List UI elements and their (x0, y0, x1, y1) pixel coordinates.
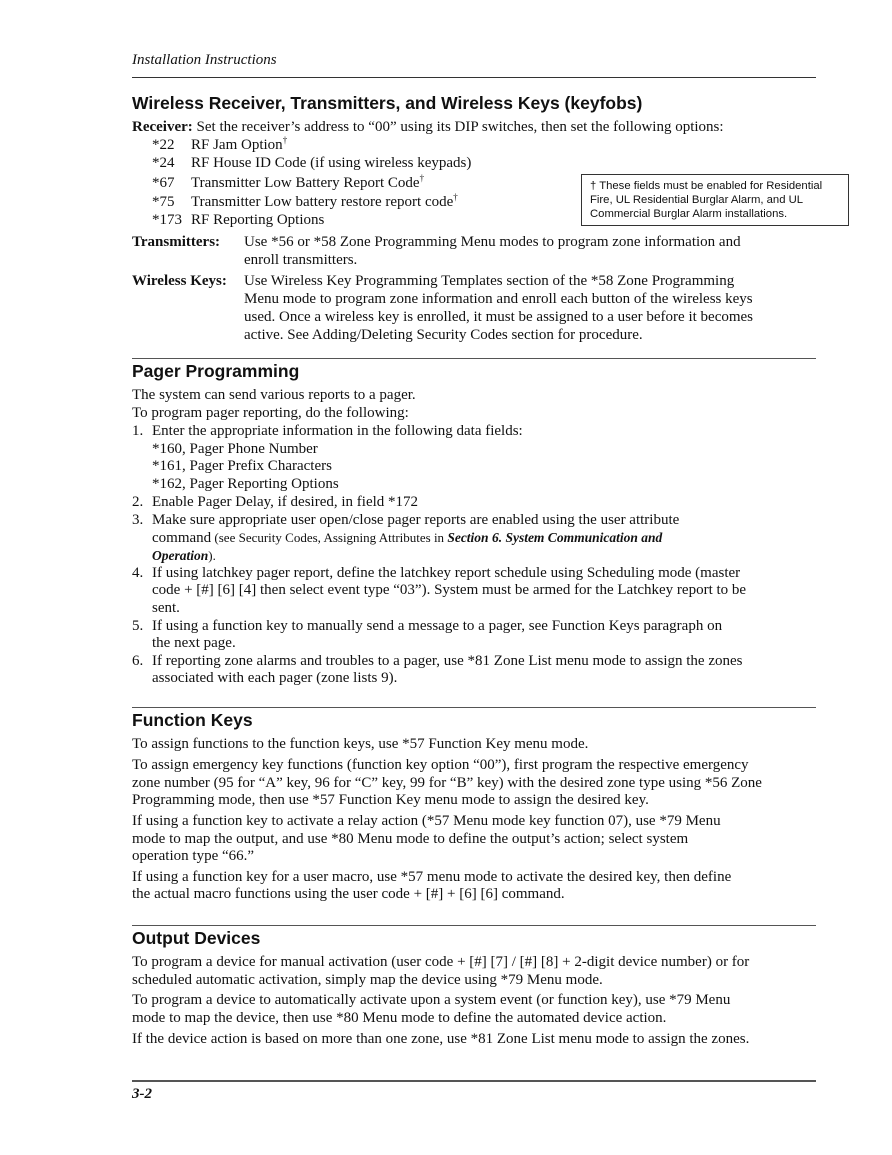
pager-intro: The system can send various reports to a pager. (132, 387, 416, 403)
paragraph-line: mode to map the device, then use *80 Menu mode to define the automated device action. (132, 1010, 667, 1026)
option-text: RF House ID Code (if using wireless keypads) (191, 155, 472, 171)
option-code: *24 (152, 155, 175, 171)
paragraph-line: the actual macro functions using the user code + [#] + [6] [6] command. (132, 886, 565, 902)
wireless-keys-line: used. Once a wireless key is enrolled, it must be assigned to a user before it becomes (244, 309, 754, 325)
receiver-paragraph (132, 119, 724, 137)
paragraph-line: To assign functions to the function keys, use *57 Function Key menu mode. (132, 736, 589, 752)
paragraph-line: To program a device for manual activation (user code + [#] [7] / [#] [8] + 2-digit device number) or for (132, 954, 750, 970)
step-field: *160, Pager Phone Number (152, 441, 318, 457)
running-head: Installation Instructions (132, 52, 277, 68)
transmitters-line: enroll transmitters. (244, 252, 358, 268)
step-text: If reporting zone alarms and troubles to a pager, use *81 Zone List menu mode to assign the zones (152, 653, 743, 669)
transmitters-line: Use *56 or *58 Zone Programming Menu modes to program zone information and (244, 234, 741, 250)
footer-rule (132, 1080, 816, 1082)
pager-intro: To program pager reporting, do the following: (132, 405, 409, 421)
paragraph-line: mode to map the output, and use *80 Menu mode to define the output’s action; select system (132, 831, 689, 847)
step-number: 3. (132, 512, 144, 528)
section-rule (132, 925, 816, 926)
paragraph-line: To program a device to automatically activate upon a system event (or function key), use *79 Menu (132, 992, 731, 1008)
section-heading-function-keys: Function Keys (132, 710, 253, 730)
step-number: 1. (132, 423, 144, 439)
step-field: *162, Pager Reporting Options (152, 476, 339, 492)
option-code: *173 (152, 212, 182, 228)
wireless-keys-line: active. See Adding/Deleting Security Codes section for procedure. (244, 327, 643, 343)
step-text: associated with each pager (zone lists 9). (152, 670, 398, 686)
paragraph-line: operation type “66.” (132, 848, 255, 864)
paragraph-line: zone number (95 for “A” key, 96 for “C” key, 99 for “B” key) with the desired zone type using *56 Zone (132, 775, 762, 791)
step-text: the next page. (152, 635, 236, 651)
wireless-keys-line: Use Wireless Key Programming Templates section of the *58 Zone Programming (244, 273, 735, 289)
option-text: Transmitter Low battery restore report code† (191, 192, 458, 210)
option-text: RF Jam Option† (191, 135, 288, 153)
section-heading-wireless: Wireless Receiver, Transmitters, and Wireless Keys (keyfobs) (132, 93, 643, 113)
step-text: Make sure appropriate user open/close pager reports are enabled using the user attribute (152, 512, 680, 528)
step-text: Enter the appropriate information in the following data fields: (152, 423, 523, 439)
option-text: Transmitter Low Battery Report Code† (191, 173, 425, 191)
step-number: 2. (132, 494, 144, 510)
option-code: *22 (152, 137, 175, 153)
option-code: *67 (152, 175, 175, 191)
step-text: If using a function key to manually send a message to a pager, see Function Keys paragraph on (152, 618, 723, 634)
paragraph-line: To assign emergency key functions (function key option “00”), first program the respective emergency (132, 757, 749, 773)
step-text: sent. (152, 600, 180, 616)
paragraph-line: scheduled automatic activation, simply map the device using *79 Menu mode. (132, 972, 603, 988)
transmitters-label: Transmitters: (132, 234, 221, 250)
paragraph-line: If the device action is based on more than one zone, use *81 Zone List menu mode to assign the zones. (132, 1031, 750, 1047)
step-text: Enable Pager Delay, if desired, in field *172 (152, 494, 419, 510)
paragraph-line: Programming mode, then use *57 Function Key menu mode to assign the desired key. (132, 792, 649, 808)
step-field: *161, Pager Prefix Characters (152, 458, 332, 474)
section-rule (132, 707, 816, 708)
wireless-keys-line: Menu mode to program zone information and enroll each button of the wireless keys (244, 291, 753, 307)
receiver-text: Set the receiver’s address to “00” using its DIP switches, then set the following options: (196, 119, 724, 135)
option-code: *75 (152, 194, 175, 210)
section-heading-pager: Pager Programming (132, 361, 300, 381)
step-text: code + [#] [6] [4] then select event type “03”). System must be armed for the Latchkey report to be (152, 582, 747, 598)
paragraph-line: If using a function key for a user macro, use *57 menu mode to activate the desired key, then define (132, 869, 732, 885)
step-number: 6. (132, 653, 144, 669)
section-heading-output-devices: Output Devices (132, 928, 261, 948)
step-text: command (see Security Codes, Assigning Attributes in Section 6. System Communication and (152, 530, 663, 546)
step-text: Operation). (152, 548, 216, 563)
paragraph-line: If using a function key to activate a relay action (*57 Menu mode key function 07), use *79 Menu (132, 813, 721, 829)
page-number: 3-2 (132, 1086, 152, 1102)
step-number: 4. (132, 565, 144, 581)
section-rule (132, 358, 816, 359)
header-rule (132, 77, 816, 78)
receiver-label: Receiver: (132, 119, 193, 135)
step-text: If using latchkey pager report, define the latchkey report schedule using Scheduling mode (master (152, 565, 741, 581)
wireless-keys-label: Wireless Keys: (132, 273, 227, 289)
option-text: RF Reporting Options (191, 212, 325, 228)
dagger-note-box: † These fields must be enabled for Residential Fire, UL Residential Burglar Alarm, and UL Commercial Burglar Alarm installations. (581, 174, 849, 226)
step-number: 5. (132, 618, 144, 634)
